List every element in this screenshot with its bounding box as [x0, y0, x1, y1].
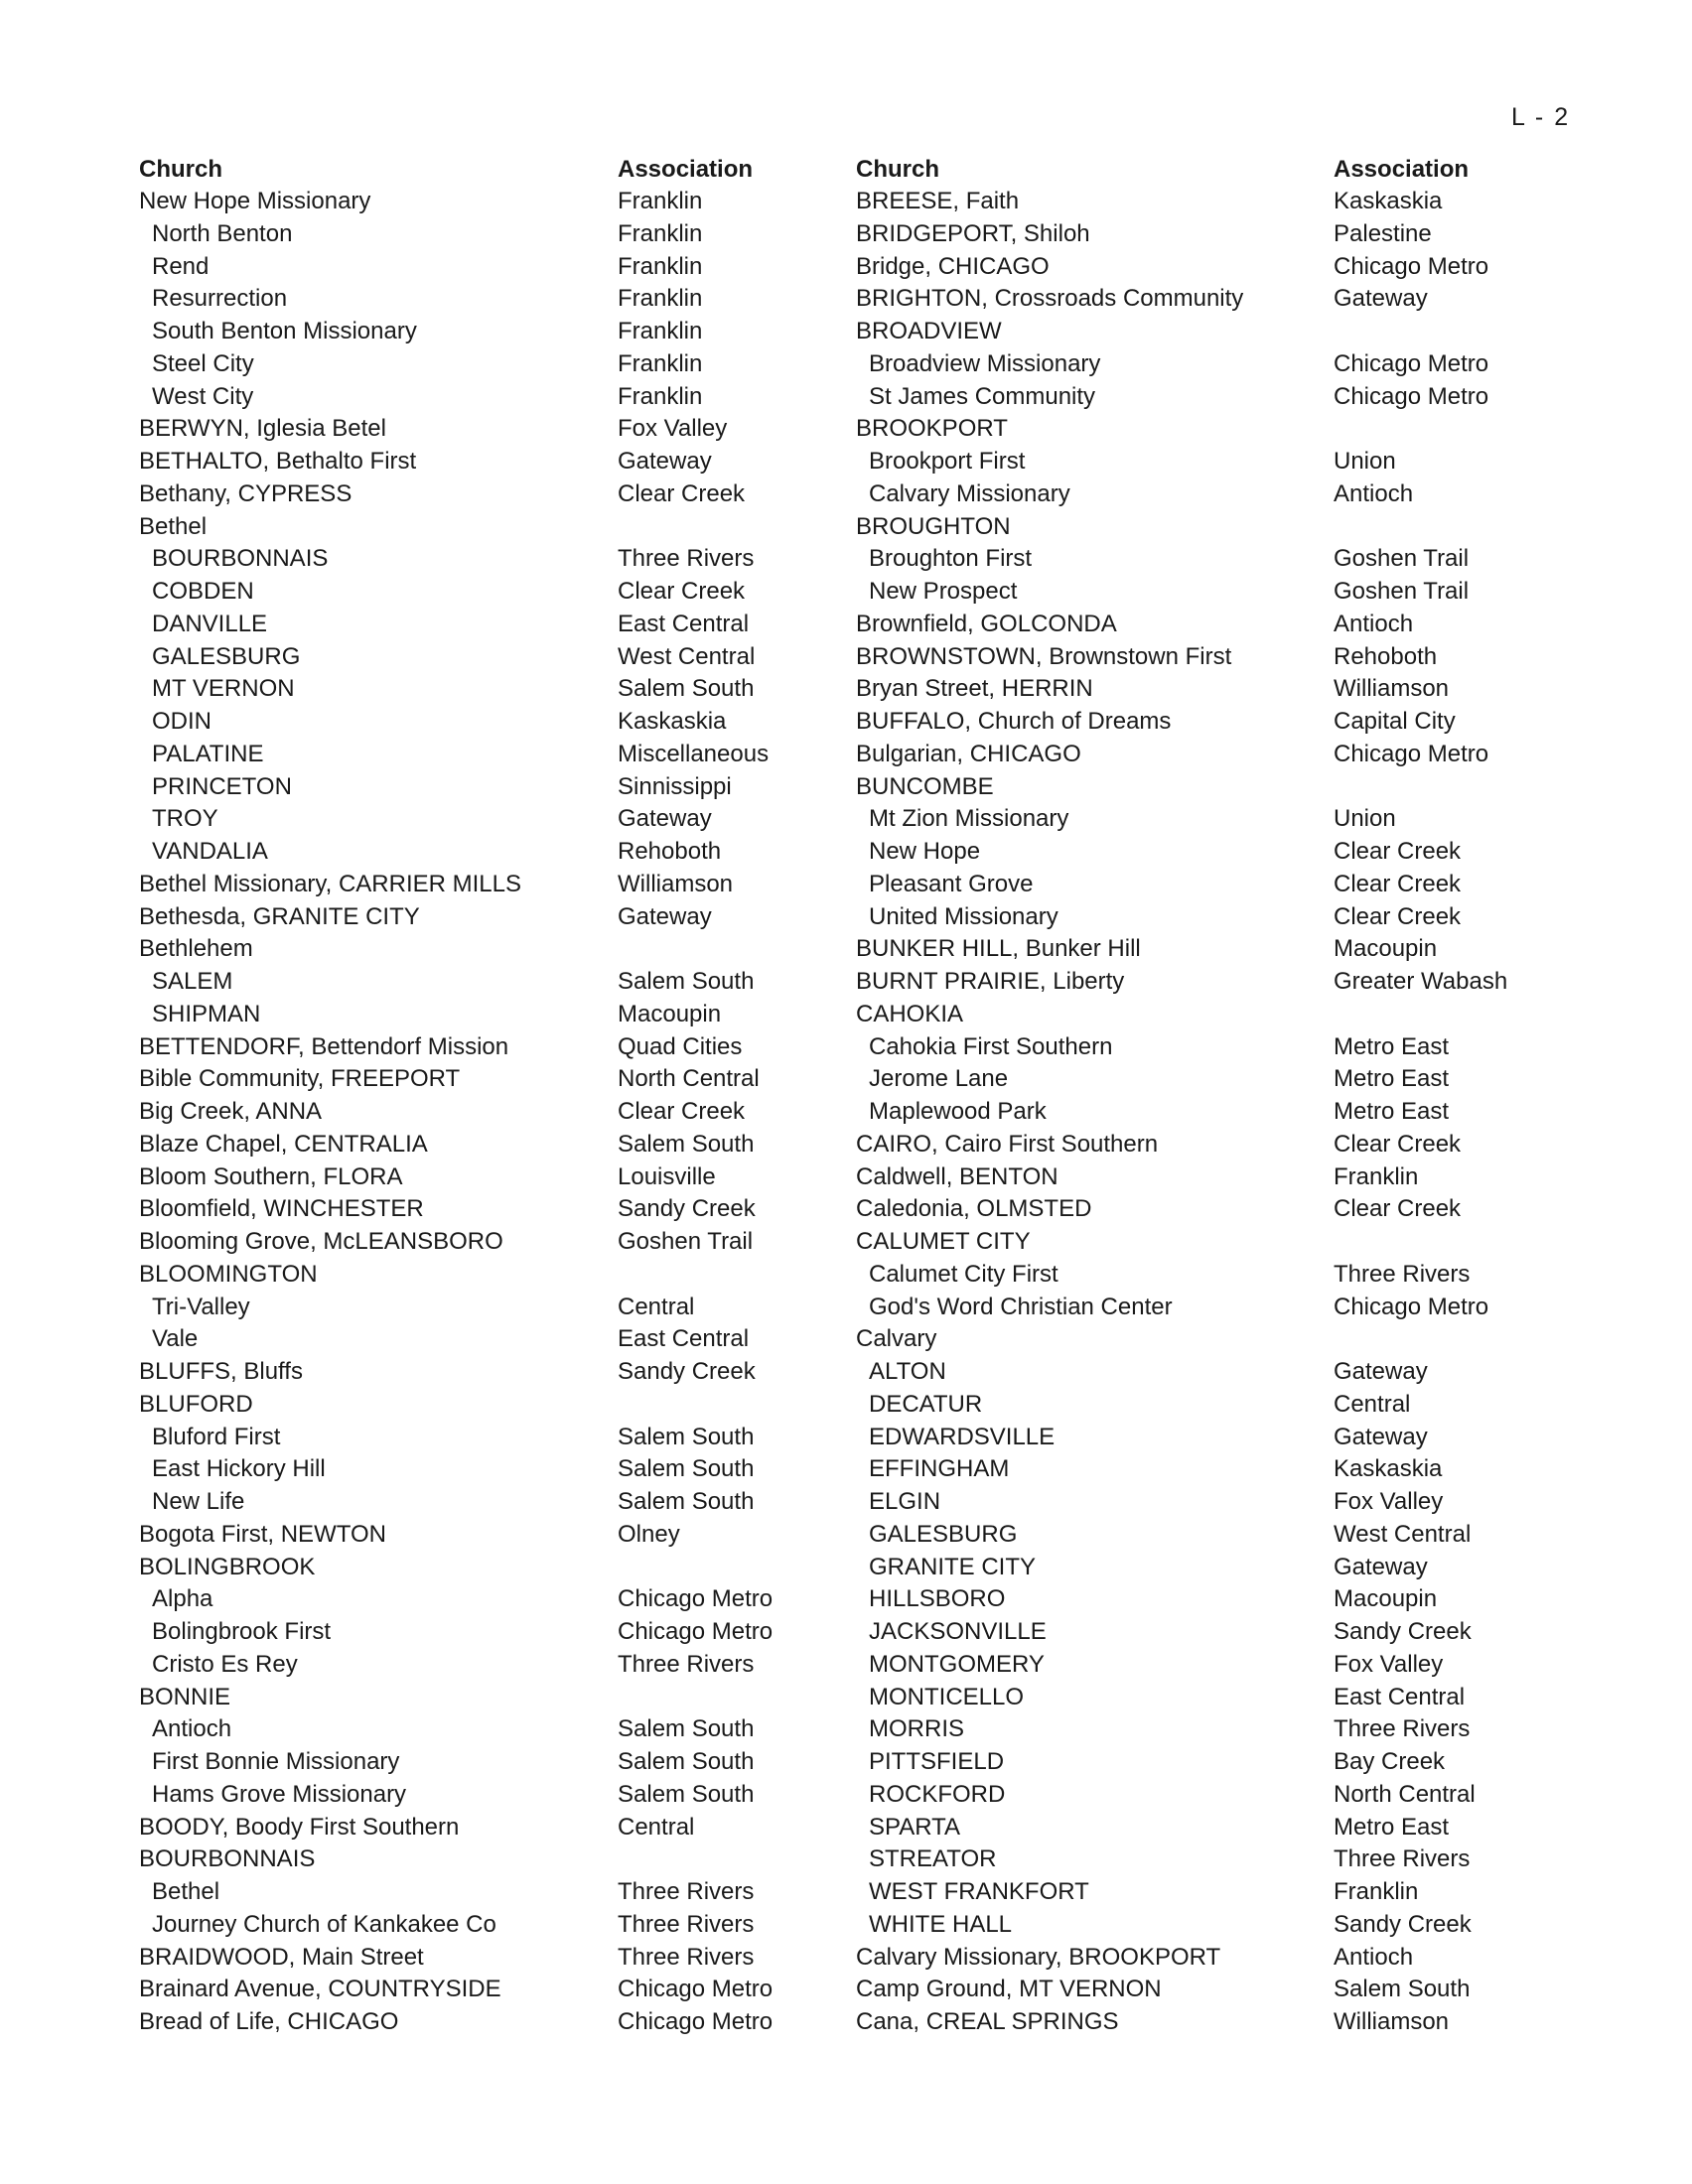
left-association-name: Franklin [618, 188, 703, 214]
left-association-name: Three Rivers [618, 1878, 755, 1905]
right-church-name: Caledonia, OLMSTED [856, 1195, 1092, 1223]
right-church-name: BURNT PRAIRIE, Liberty [856, 968, 1125, 995]
left-association-header: Association [618, 156, 754, 183]
right-church-name: Camp Ground, MT VERNON [856, 1976, 1162, 2003]
left-church-name: Bogota First, NEWTON [139, 1520, 386, 1548]
right-church-name: Brookport First [869, 448, 1026, 475]
left-association-name: Sandy Creek [618, 1358, 756, 1385]
left-church-name: Steel City [152, 349, 254, 377]
right-church-name: New Hope [869, 838, 981, 865]
left-association-name: Franklin [618, 252, 703, 280]
left-church-name: Journey Church of Kankakee Co [152, 1910, 496, 1938]
left-association-name: Salem South [618, 1715, 755, 1743]
left-church-name: VANDALIA [152, 838, 268, 865]
right-church-name: BREESE, Faith [856, 188, 1020, 214]
left-church-name: Hams Grove Missionary [152, 1780, 407, 1808]
left-church-name: Vale [152, 1325, 199, 1353]
left-church-name: Resurrection [152, 285, 288, 313]
left-church-name: Bible Community, FREEPORT [139, 1065, 461, 1093]
right-association-name: Metro East [1334, 1032, 1450, 1060]
left-association-name [618, 1682, 856, 1714]
right-association-name: Gateway [1334, 1423, 1428, 1450]
left-church-name: BOLINGBROOK [139, 1553, 316, 1580]
right-church-name: Brownfield, GOLCONDA [856, 610, 1117, 637]
right-church-name: BROUGHTON [856, 512, 1011, 540]
left-church-name: COBDEN [152, 578, 254, 605]
right-association-name: Kaskaskia [1334, 1455, 1443, 1483]
right-church-name: Mt Zion Missionary [869, 805, 1069, 833]
left-church-name: BERWYN, Iglesia Betel [139, 415, 386, 443]
right-association-name: Clear Creek [1334, 838, 1462, 865]
left-association-name: Franklin [618, 349, 703, 377]
right-association-column [1334, 153, 1572, 2039]
right-association-name: Williamson [1334, 2008, 1450, 2035]
right-church-name: CAIRO, Cairo First Southern [856, 1130, 1159, 1158]
left-church-name: Rend [152, 252, 210, 280]
left-association-name: North Central [618, 1065, 760, 1093]
right-church-name: Calvary Missionary [869, 479, 1070, 507]
left-church-name: Bloomfield, WINCHESTER [139, 1195, 424, 1223]
right-church-name: BROADVIEW [856, 318, 1002, 344]
right-association-name: Franklin [1334, 1162, 1419, 1190]
left-church-name: Bethlehem [139, 935, 253, 963]
right-association-name: Clear Creek [1334, 870, 1462, 897]
left-association-name: Salem South [618, 1423, 755, 1450]
right-association-name: Metro East [1334, 1098, 1450, 1125]
right-association-name: Greater Wabash [1334, 968, 1508, 995]
left-church-name: SALEM [152, 968, 233, 995]
left-association-name: Clear Creek [618, 1098, 746, 1125]
left-association-name: Salem South [618, 1780, 755, 1808]
right-church-name: Bryan Street, HERRIN [856, 675, 1093, 703]
left-association-name: Franklin [618, 382, 703, 410]
left-church-name: First Bonnie Missionary [152, 1748, 400, 1775]
right-association-name: Goshen Trail [1334, 578, 1470, 605]
left-church-name: BLUFFS, Bluffs [139, 1358, 303, 1385]
left-church-name: ODIN [152, 708, 212, 735]
right-church-name: Calvary [856, 1325, 937, 1353]
left-association-name: Goshen Trail [618, 1228, 754, 1255]
right-church-name: Bulgarian, CHICAGO [856, 740, 1081, 767]
right-church-name: God's Word Christian Center [869, 1293, 1173, 1320]
right-church-name: New Prospect [869, 578, 1018, 605]
left-association-name: Clear Creek [618, 479, 746, 507]
right-association-name: East Central [1334, 1683, 1466, 1710]
left-association-name: Chicago Metro [618, 1585, 774, 1613]
right-church-name: BROOKPORT [856, 415, 1008, 443]
left-association-name: Salem South [618, 1748, 755, 1775]
right-church-name: HILLSBORO [869, 1585, 1006, 1613]
right-association-name: Rehoboth [1334, 642, 1438, 670]
left-church-name: BLUFORD [139, 1390, 253, 1418]
left-association-name [618, 511, 856, 544]
right-church-name: Bridge, CHICAGO [856, 252, 1050, 280]
left-association-name: Three Rivers [618, 1943, 755, 1971]
right-association-name: Macoupin [1334, 1585, 1438, 1613]
right-church-name: Jerome Lane [869, 1065, 1009, 1093]
right-church-name: Caldwell, BENTON [856, 1162, 1058, 1190]
right-church-name: EFFINGHAM [869, 1455, 1010, 1483]
left-association-name: Franklin [618, 285, 703, 313]
left-church-name: Big Creek, ANNA [139, 1098, 323, 1125]
right-association-name: Clear Creek [1334, 1195, 1462, 1223]
left-association-name: West Central [618, 642, 756, 670]
right-church-name: United Missionary [869, 902, 1058, 930]
left-association-name: Salem South [618, 968, 755, 995]
left-church-name: TROY [152, 805, 218, 833]
left-church-name: BETHALTO, Bethalto First [139, 448, 417, 475]
left-church-name: Tri-Valley [152, 1293, 250, 1320]
right-church-name: St James Community [869, 382, 1096, 410]
left-church-name: East Hickory Hill [152, 1455, 326, 1483]
right-church-name: MORRIS [869, 1715, 964, 1743]
right-church-name: MONTICELLO [869, 1683, 1025, 1710]
right-association-name: Central [1334, 1390, 1411, 1418]
right-church-name: ROCKFORD [869, 1780, 1006, 1808]
left-association-name: Chicago Metro [618, 2008, 774, 2035]
left-association-name: Three Rivers [618, 1650, 755, 1678]
right-association-name: Macoupin [1334, 935, 1438, 963]
left-church-name: Blaze Chapel, CENTRALIA [139, 1130, 428, 1158]
right-association-name: Chicago Metro [1334, 252, 1489, 280]
left-association-name: Sinnissippi [618, 772, 732, 800]
left-association-name: Miscellaneous [618, 740, 770, 767]
right-association-name: Sandy Creek [1334, 1618, 1472, 1645]
left-church-name: GALESBURG [152, 642, 301, 670]
left-church-name: Bethel Missionary, CARRIER MILLS [139, 870, 522, 897]
right-church-name: Maplewood Park [869, 1098, 1047, 1125]
right-association-name: Union [1334, 448, 1396, 475]
right-church-name: BUNCOMBE [856, 772, 994, 800]
right-church-name: Cahokia First Southern [869, 1032, 1113, 1060]
left-church-name: Cristo Es Rey [152, 1650, 298, 1678]
left-church-header: Church [139, 156, 222, 183]
right-association-name: Three Rivers [1334, 1260, 1471, 1288]
page-number: L - 2 [1511, 103, 1571, 131]
left-association-name: Gateway [618, 902, 712, 930]
right-association-name: Williamson [1334, 675, 1450, 703]
left-church-name: Bolingbrook First [152, 1618, 332, 1645]
right-association-name [1334, 1226, 1572, 1259]
left-church-name: Alpha [152, 1585, 213, 1613]
left-association-column [618, 153, 856, 2039]
left-association-name: Salem South [618, 1488, 755, 1515]
left-church-name: Blooming Grove, McLEANSBORO [139, 1228, 503, 1255]
left-association-name: Central [618, 1293, 695, 1320]
left-church-name: New Hope Missionary [139, 188, 371, 214]
left-church-name: New Life [152, 1488, 245, 1515]
right-church-name: BRIDGEPORT, Shiloh [856, 219, 1090, 247]
right-church-name: BRIGHTON, Crossroads Community [856, 285, 1244, 313]
left-association-name: Fox Valley [618, 415, 728, 443]
left-church-name: DANVILLE [152, 610, 268, 637]
right-association-name: North Central [1334, 1780, 1476, 1808]
right-church-column [856, 153, 1323, 2039]
right-church-name: ELGIN [869, 1488, 941, 1515]
left-association-name: Salem South [618, 675, 755, 703]
right-church-name: Calumet City First [869, 1260, 1058, 1288]
left-church-name: BOURBONNAIS [152, 545, 329, 573]
right-church-header: Church [856, 156, 939, 183]
right-church-name: EDWARDSVILLE [869, 1423, 1056, 1450]
left-association-name: Chicago Metro [618, 1618, 774, 1645]
right-church-name: CALUMET CITY [856, 1228, 1031, 1255]
left-church-name: Bethel [139, 512, 208, 540]
left-church-name: West City [152, 382, 254, 410]
left-church-name: BRAIDWOOD, Main Street [139, 1943, 424, 1971]
right-association-name: Capital City [1334, 708, 1456, 735]
left-association-name [618, 1843, 856, 1876]
left-association-name: Three Rivers [618, 545, 755, 573]
left-association-name: Quad Cities [618, 1032, 743, 1060]
left-association-name: Franklin [618, 318, 703, 344]
left-association-name: Salem South [618, 1130, 755, 1158]
left-church-name: Bluford First [152, 1423, 281, 1450]
left-church-name: PRINCETON [152, 772, 292, 800]
right-association-name: Gateway [1334, 1358, 1428, 1385]
right-church-name: Calvary Missionary, BROOKPORT [856, 1943, 1221, 1971]
right-church-name: BUNKER HILL, Bunker Hill [856, 935, 1141, 963]
right-church-name: MONTGOMERY [869, 1650, 1045, 1678]
right-association-name [1334, 999, 1572, 1031]
right-church-name: WHITE HALL [869, 1910, 1013, 1938]
left-church-name: Bethel [152, 1878, 220, 1905]
right-association-name: Fox Valley [1334, 1650, 1444, 1678]
left-church-name: Antioch [152, 1715, 232, 1743]
right-association-name: Fox Valley [1334, 1488, 1444, 1515]
left-association-name: East Central [618, 1325, 750, 1353]
left-church-name: BONNIE [139, 1683, 231, 1710]
left-church-name: Brainard Avenue, COUNTRYSIDE [139, 1976, 501, 2003]
right-association-name: Gateway [1334, 285, 1428, 313]
right-association-name [1334, 316, 1572, 348]
right-association-name [1334, 771, 1572, 804]
right-association-name: Metro East [1334, 1065, 1450, 1093]
left-association-name [618, 1552, 856, 1584]
right-association-header: Association [1334, 156, 1470, 183]
left-church-name: PALATINE [152, 740, 264, 767]
right-church-name: WEST FRANKFORT [869, 1878, 1089, 1905]
right-association-name: Antioch [1334, 1943, 1414, 1971]
right-association-name: Chicago Metro [1334, 740, 1489, 767]
right-church-name: PITTSFIELD [869, 1748, 1005, 1775]
right-church-name: ALTON [869, 1358, 946, 1385]
left-association-name: Williamson [618, 870, 734, 897]
right-association-name: Antioch [1334, 479, 1414, 507]
right-association-name: West Central [1334, 1520, 1472, 1548]
left-association-name: Salem South [618, 1455, 755, 1483]
right-association-name: Antioch [1334, 610, 1414, 637]
left-association-name: Clear Creek [618, 578, 746, 605]
right-church-name: STREATOR [869, 1845, 997, 1873]
left-church-name: SHIPMAN [152, 1000, 261, 1027]
right-association-name: Clear Creek [1334, 1130, 1462, 1158]
right-association-name: Goshen Trail [1334, 545, 1470, 573]
left-church-name: BETTENDORF, Bettendorf Mission [139, 1032, 509, 1060]
right-church-name: Pleasant Grove [869, 870, 1034, 897]
left-church-name: Bethesda, GRANITE CITY [139, 902, 420, 930]
left-association-name: Gateway [618, 448, 712, 475]
left-church-name: North Benton [152, 219, 293, 247]
right-association-name: Three Rivers [1334, 1845, 1471, 1873]
right-association-name: Union [1334, 805, 1396, 833]
right-association-name: Palestine [1334, 219, 1432, 247]
left-association-name [618, 1259, 856, 1292]
right-association-name: Salem South [1334, 1976, 1471, 2003]
left-association-name: Kaskaskia [618, 708, 727, 735]
right-association-name: Gateway [1334, 1553, 1428, 1580]
left-association-name: Three Rivers [618, 1910, 755, 1938]
right-church-name: Cana, CREAL SPRINGS [856, 2008, 1119, 2035]
left-association-name: Macoupin [618, 1000, 722, 1027]
left-association-name: Franklin [618, 219, 703, 247]
left-church-name: South Benton Missionary [152, 318, 417, 344]
right-association-name: Clear Creek [1334, 902, 1462, 930]
right-church-name: SPARTA [869, 1813, 961, 1841]
left-church-name: BLOOMINGTON [139, 1260, 318, 1288]
left-church-name: BOURBONNAIS [139, 1845, 316, 1873]
left-church-name: Bethany, CYPRESS [139, 479, 352, 507]
right-church-name: GALESBURG [869, 1520, 1018, 1548]
right-church-name: JACKSONVILLE [869, 1618, 1047, 1645]
right-association-name: Kaskaskia [1334, 188, 1443, 214]
right-association-name: Metro East [1334, 1813, 1450, 1841]
left-association-name: Louisville [618, 1162, 716, 1190]
right-association-name [1334, 1323, 1572, 1356]
right-church-name: GRANITE CITY [869, 1553, 1037, 1580]
right-association-name: Chicago Metro [1334, 382, 1489, 410]
left-association-name: East Central [618, 610, 750, 637]
left-church-name: Bread of Life, CHICAGO [139, 2008, 399, 2035]
left-church-name: MT VERNON [152, 675, 295, 703]
left-association-name: Central [618, 1813, 695, 1841]
right-association-name [1334, 413, 1572, 446]
right-association-name: Chicago Metro [1334, 1293, 1489, 1320]
right-church-name: Broadview Missionary [869, 349, 1101, 377]
right-church-name: BUFFALO, Church of Dreams [856, 708, 1172, 735]
left-association-name: Olney [618, 1520, 680, 1548]
right-church-name: CAHOKIA [856, 1000, 964, 1027]
left-association-name: Rehoboth [618, 838, 722, 865]
right-association-name: Three Rivers [1334, 1715, 1471, 1743]
right-church-name: BROWNSTOWN, Brownstown First [856, 642, 1232, 670]
right-association-name: Sandy Creek [1334, 1910, 1472, 1938]
right-association-name: Chicago Metro [1334, 349, 1489, 377]
left-association-name: Chicago Metro [618, 1976, 774, 2003]
left-association-name [618, 933, 856, 966]
right-church-name: DECATUR [869, 1390, 983, 1418]
left-church-name: Bloom Southern, FLORA [139, 1162, 403, 1190]
right-association-name [1334, 511, 1572, 544]
left-church-name: BOODY, Boody First Southern [139, 1813, 460, 1841]
left-association-name: Sandy Creek [618, 1195, 756, 1223]
left-association-name [618, 1389, 856, 1422]
right-church-name: Broughton First [869, 545, 1033, 573]
left-association-name: Gateway [618, 805, 712, 833]
right-association-name: Franklin [1334, 1878, 1419, 1905]
right-association-name: Bay Creek [1334, 1748, 1446, 1775]
left-church-column [139, 153, 606, 2039]
